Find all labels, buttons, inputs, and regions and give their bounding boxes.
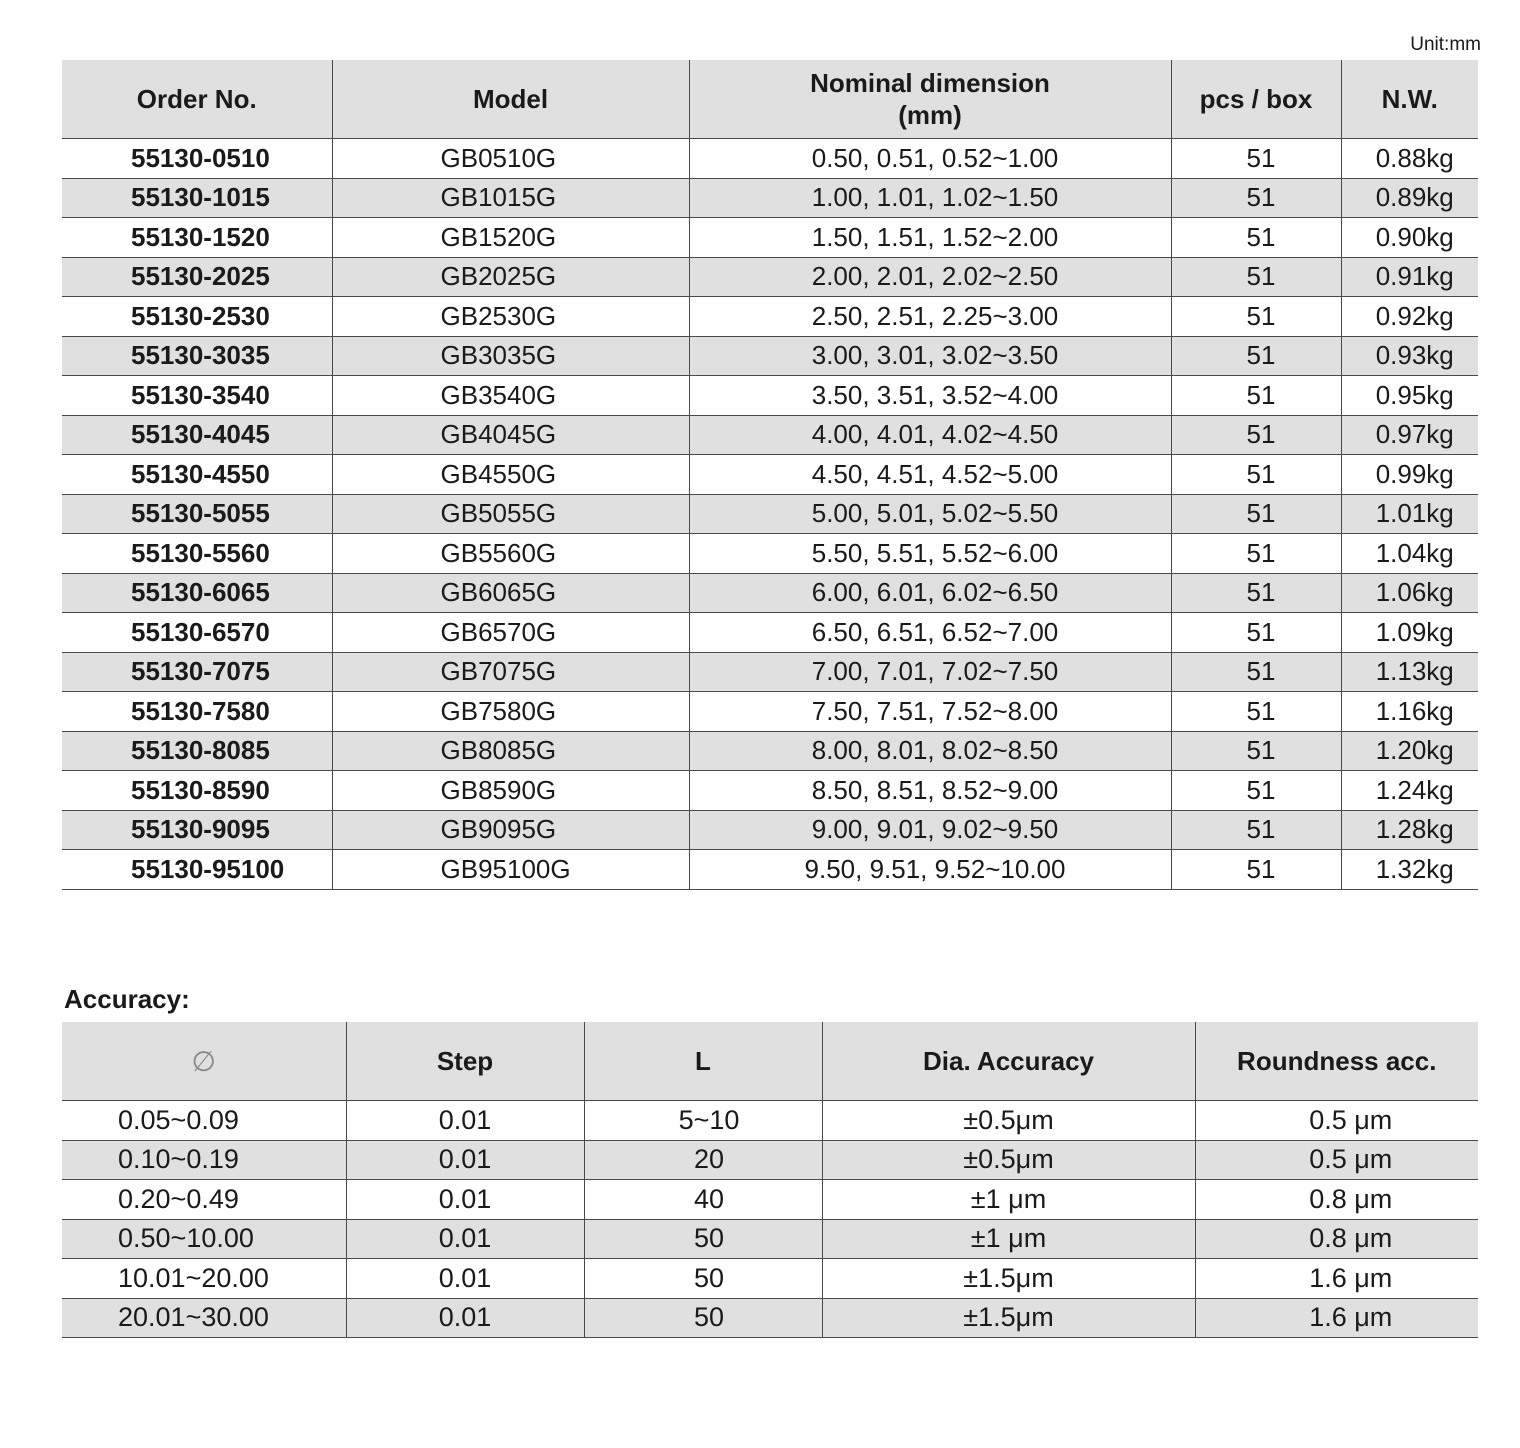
pcs-per-box-cell: 51 (1171, 771, 1341, 811)
table-row (62, 1140, 1478, 1180)
table-row (62, 652, 1478, 692)
step-cell: 0.01 (346, 1140, 584, 1180)
diameter-range-cell: 0.05~0.09 (62, 1101, 346, 1141)
net-weight-cell: 0.90kg (1341, 218, 1478, 258)
header-dia-accuracy: Dia. Accuracy (822, 1022, 1195, 1101)
diameter-range-cell: 0.50~10.00 (62, 1219, 346, 1259)
length-cell: 40 (584, 1180, 822, 1220)
net-weight-cell: 1.28kg (1341, 810, 1478, 850)
order-no-cell: 55130-3540 (62, 376, 332, 416)
diameter-range-cell: 0.20~0.49 (62, 1180, 346, 1220)
step-cell: 0.01 (346, 1259, 584, 1299)
pcs-per-box-cell: 51 (1171, 613, 1341, 653)
nominal-dimension-cell: 4.00, 4.01, 4.02~4.50 (689, 415, 1171, 455)
table-row (62, 139, 1478, 179)
model-cell: GB8085G (332, 731, 689, 771)
model-cell: GB1015G (332, 178, 689, 218)
net-weight-cell: 0.91kg (1341, 257, 1478, 297)
pcs-per-box-cell: 51 (1171, 139, 1341, 179)
order-no-cell: 55130-0510 (62, 139, 332, 179)
accuracy-table (62, 1022, 1478, 1338)
order-no-cell: 55130-95100 (62, 850, 332, 890)
model-cell: GB3540G (332, 376, 689, 416)
accuracy-label: Accuracy: (64, 984, 190, 1014)
order-no-cell: 55130-6065 (62, 573, 332, 613)
nominal-dimension-cell: 9.00, 9.01, 9.02~9.50 (689, 810, 1171, 850)
net-weight-cell: 1.16kg (1341, 692, 1478, 732)
pcs-per-box-cell: 51 (1171, 336, 1341, 376)
header-diameter-symbol: ∅ (62, 1022, 346, 1101)
diameter-range-cell: 10.01~20.00 (62, 1259, 346, 1299)
nominal-dimension-cell: 5.00, 5.01, 5.02~5.50 (689, 494, 1171, 534)
order-no-cell: 55130-1520 (62, 218, 332, 258)
net-weight-cell: 0.93kg (1341, 336, 1478, 376)
header-pcs-per-box: pcs / box (1171, 60, 1341, 139)
pcs-per-box-cell: 51 (1171, 297, 1341, 337)
nominal-dimension-cell: 8.00, 8.01, 8.02~8.50 (689, 731, 1171, 771)
length-cell: 20 (584, 1140, 822, 1180)
diameter-range-cell: 20.01~30.00 (62, 1298, 346, 1338)
net-weight-cell: 0.89kg (1341, 178, 1478, 218)
header-nominal-dimension-line2: (mm) (898, 100, 962, 130)
header-roundness-accuracy: Roundness acc. (1195, 1022, 1478, 1101)
pcs-per-box-cell: 51 (1171, 731, 1341, 771)
model-cell: GB9095G (332, 810, 689, 850)
table-row (62, 692, 1478, 732)
net-weight-cell: 0.97kg (1341, 415, 1478, 455)
header-length: L (584, 1022, 822, 1101)
nominal-dimension-cell: 4.50, 4.51, 4.52~5.00 (689, 455, 1171, 495)
nominal-dimension-cell: 5.50, 5.51, 5.52~6.00 (689, 534, 1171, 574)
model-cell: GB4045G (332, 415, 689, 455)
table-row (62, 771, 1478, 811)
step-cell: 0.01 (346, 1298, 584, 1338)
nominal-dimension-cell: 7.50, 7.51, 7.52~8.00 (689, 692, 1171, 732)
order-no-cell: 55130-2530 (62, 297, 332, 337)
net-weight-cell: 0.99kg (1341, 455, 1478, 495)
net-weight-cell: 1.24kg (1341, 771, 1478, 811)
order-no-cell: 55130-7580 (62, 692, 332, 732)
step-cell: 0.01 (346, 1180, 584, 1220)
net-weight-cell: 1.20kg (1341, 731, 1478, 771)
table-row (62, 494, 1478, 534)
order-no-cell: 55130-4550 (62, 455, 332, 495)
table-row (62, 1101, 1478, 1141)
net-weight-cell: 0.92kg (1341, 297, 1478, 337)
table-header-row (62, 60, 1478, 139)
dia-accuracy-cell: ±1.5μm (822, 1298, 1195, 1338)
pcs-per-box-cell: 51 (1171, 178, 1341, 218)
table-row (62, 415, 1478, 455)
header-order-no: Order No. (62, 60, 332, 139)
roundness-accuracy-cell: 0.8 μm (1195, 1180, 1478, 1220)
nominal-dimension-cell: 0.50, 0.51, 0.52~1.00 (689, 139, 1171, 179)
model-cell: GB95100G (332, 850, 689, 890)
order-no-cell: 55130-3035 (62, 336, 332, 376)
header-net-weight: N.W. (1341, 60, 1478, 139)
pcs-per-box-cell: 51 (1171, 573, 1341, 613)
table-row (62, 731, 1478, 771)
table-row (62, 1298, 1478, 1338)
length-cell: 50 (584, 1219, 822, 1259)
nominal-dimension-cell: 7.00, 7.01, 7.02~7.50 (689, 652, 1171, 692)
diameter-range-cell: 0.10~0.19 (62, 1140, 346, 1180)
net-weight-cell: 0.95kg (1341, 376, 1478, 416)
dia-accuracy-cell: ±1 μm (822, 1180, 1195, 1220)
table-row (62, 613, 1478, 653)
order-no-cell: 55130-6570 (62, 613, 332, 653)
nominal-dimension-cell: 1.50, 1.51, 1.52~2.00 (689, 218, 1171, 258)
nominal-dimension-cell: 6.00, 6.01, 6.02~6.50 (689, 573, 1171, 613)
header-nominal-dimension-line1: Nominal dimension (810, 68, 1050, 98)
order-no-cell: 55130-5055 (62, 494, 332, 534)
nominal-dimension-cell: 3.00, 3.01, 3.02~3.50 (689, 336, 1171, 376)
model-cell: GB7075G (332, 652, 689, 692)
model-cell: GB5560G (332, 534, 689, 574)
table-row (62, 850, 1478, 890)
unit-label: Unit:mm (1410, 34, 1481, 55)
roundness-accuracy-cell: 1.6 μm (1195, 1259, 1478, 1299)
nominal-dimension-cell: 1.00, 1.01, 1.02~1.50 (689, 178, 1171, 218)
table-row (62, 218, 1478, 258)
pcs-per-box-cell: 51 (1171, 455, 1341, 495)
nominal-dimension-cell: 6.50, 6.51, 6.52~7.00 (689, 613, 1171, 653)
pcs-per-box-cell: 51 (1171, 652, 1341, 692)
table-row (62, 178, 1478, 218)
order-no-cell: 55130-5560 (62, 534, 332, 574)
model-cell: GB2530G (332, 297, 689, 337)
step-cell: 0.01 (346, 1219, 584, 1259)
table-row (62, 455, 1478, 495)
dia-accuracy-cell: ±1 μm (822, 1219, 1195, 1259)
header-model: Model (332, 60, 689, 139)
model-cell: GB8590G (332, 771, 689, 811)
order-no-cell: 55130-7075 (62, 652, 332, 692)
length-cell: 50 (584, 1259, 822, 1299)
nominal-dimension-cell: 3.50, 3.51, 3.52~4.00 (689, 376, 1171, 416)
roundness-accuracy-cell: 0.8 μm (1195, 1219, 1478, 1259)
net-weight-cell: 1.01kg (1341, 494, 1478, 534)
roundness-accuracy-cell: 0.5 μm (1195, 1140, 1478, 1180)
nominal-dimension-cell: 9.50, 9.51, 9.52~10.00 (689, 850, 1171, 890)
model-cell: GB7580G (332, 692, 689, 732)
table-row (62, 1219, 1478, 1259)
table-row (62, 297, 1478, 337)
order-no-cell: 55130-9095 (62, 810, 332, 850)
nominal-dimension-cell: 2.00, 2.01, 2.02~2.50 (689, 257, 1171, 297)
order-no-cell: 55130-1015 (62, 178, 332, 218)
pcs-per-box-cell: 51 (1171, 692, 1341, 732)
table-row (62, 1259, 1478, 1299)
model-cell: GB2025G (332, 257, 689, 297)
model-cell: GB6570G (332, 613, 689, 653)
pcs-per-box-cell: 51 (1171, 376, 1341, 416)
nominal-dimension-cell: 8.50, 8.51, 8.52~9.00 (689, 771, 1171, 811)
table-header-row (62, 1022, 1478, 1101)
dia-accuracy-cell: ±0.5μm (822, 1101, 1195, 1141)
pcs-per-box-cell: 51 (1171, 415, 1341, 455)
length-cell: 50 (584, 1298, 822, 1338)
model-cell: GB4550G (332, 455, 689, 495)
table-row (62, 376, 1478, 416)
net-weight-cell: 0.88kg (1341, 139, 1478, 179)
net-weight-cell: 1.04kg (1341, 534, 1478, 574)
net-weight-cell: 1.13kg (1341, 652, 1478, 692)
pcs-per-box-cell: 51 (1171, 218, 1341, 258)
net-weight-cell: 1.32kg (1341, 850, 1478, 890)
length-cell: 5~10 (584, 1101, 822, 1141)
roundness-accuracy-cell: 0.5 μm (1195, 1101, 1478, 1141)
table-row (62, 810, 1478, 850)
dia-accuracy-cell: ±0.5μm (822, 1140, 1195, 1180)
table-row (62, 336, 1478, 376)
table-row (62, 573, 1478, 613)
header-step: Step (346, 1022, 584, 1101)
pcs-per-box-cell: 51 (1171, 534, 1341, 574)
order-no-cell: 55130-8590 (62, 771, 332, 811)
roundness-accuracy-cell: 1.6 μm (1195, 1298, 1478, 1338)
order-no-cell: 55130-4045 (62, 415, 332, 455)
header-nominal-dimension (689, 60, 1171, 139)
pcs-per-box-cell: 51 (1171, 810, 1341, 850)
table-row (62, 534, 1478, 574)
pcs-per-box-cell: 51 (1171, 257, 1341, 297)
gauge-set-table (62, 60, 1478, 890)
order-no-cell: 55130-8085 (62, 731, 332, 771)
model-cell: GB6065G (332, 573, 689, 613)
pcs-per-box-cell: 51 (1171, 494, 1341, 534)
model-cell: GB3035G (332, 336, 689, 376)
nominal-dimension-cell: 2.50, 2.51, 2.25~3.00 (689, 297, 1171, 337)
model-cell: GB0510G (332, 139, 689, 179)
table-row (62, 1180, 1478, 1220)
step-cell: 0.01 (346, 1101, 584, 1141)
dia-accuracy-cell: ±1.5μm (822, 1259, 1195, 1299)
net-weight-cell: 1.06kg (1341, 573, 1478, 613)
model-cell: GB1520G (332, 218, 689, 258)
model-cell: GB5055G (332, 494, 689, 534)
pcs-per-box-cell: 51 (1171, 850, 1341, 890)
net-weight-cell: 1.09kg (1341, 613, 1478, 653)
order-no-cell: 55130-2025 (62, 257, 332, 297)
table-row (62, 257, 1478, 297)
